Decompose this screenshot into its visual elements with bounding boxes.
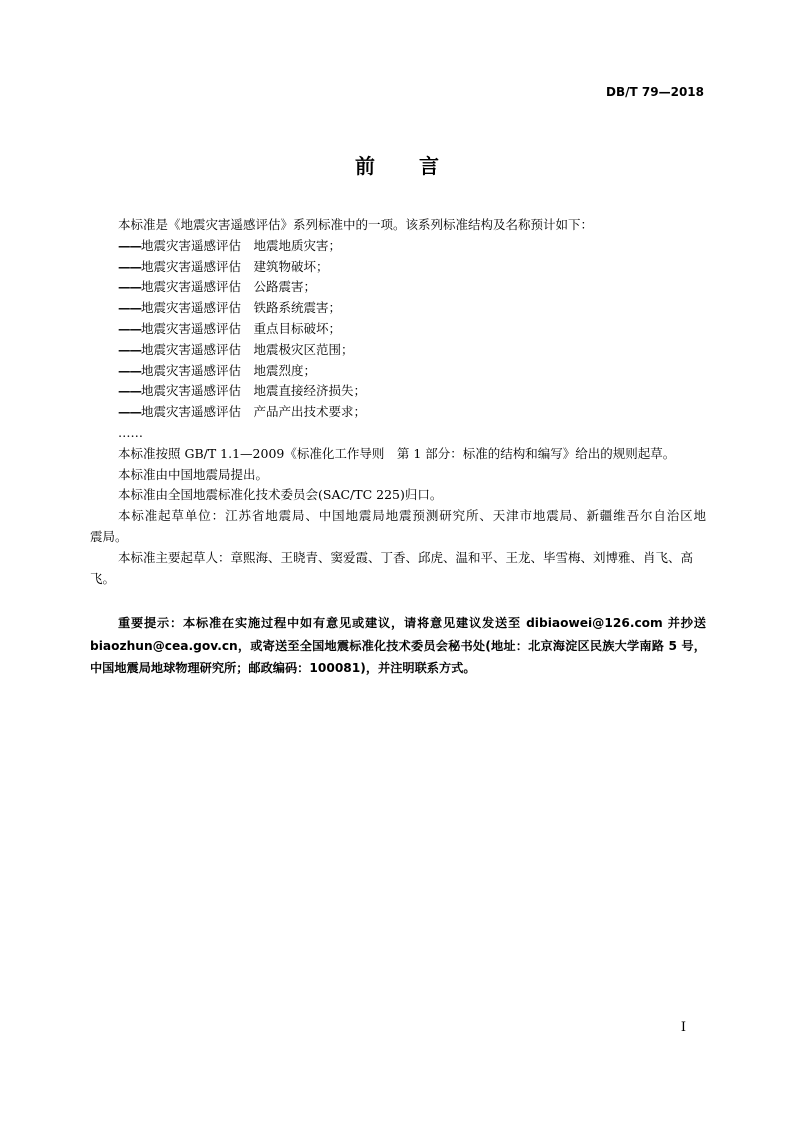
series-name: 地震灾害遥感评估	[141, 258, 242, 274]
page-title: 前言	[355, 154, 483, 178]
series-name: 地震灾害遥感评估	[141, 404, 242, 420]
series-part: 地震烈度；	[253, 362, 317, 378]
list-dash: ——	[118, 237, 141, 253]
series-name: 地震灾害遥感评估	[141, 237, 242, 253]
series-name: 地震灾害遥感评估	[141, 320, 242, 336]
series-list-item	[90, 277, 706, 298]
managed-by: 本标准由全国地震标准化技术委员会(SAC/TC 225)归口。	[118, 487, 443, 503]
page-number: I	[680, 1020, 686, 1035]
series-part: 铁路系统震害；	[253, 300, 342, 316]
series-list-item	[90, 340, 706, 361]
series-list-item	[90, 402, 706, 423]
list-dash: ——	[118, 258, 141, 274]
series-name: 地震灾害遥感评估	[141, 383, 242, 399]
drafting-rule: 本标准按照 GB/T 1.1—2009《标准化工作导则 第 1 部分：标准的结构和编写》给出的规则起草。	[118, 445, 676, 461]
series-part: 产品产出技术要求；	[253, 404, 367, 420]
foreword-body	[90, 215, 706, 589]
series-name: 地震灾害遥感评估	[141, 362, 242, 378]
list-dash: ——	[118, 383, 141, 399]
drafters: 本标准主要起草人：章熙海、王晓青、窦爱霞、丁香、邱虎、温和平、王龙、毕雪梅、刘博雅、肖飞、高飞。	[90, 549, 694, 586]
series-part: 地震极灾区范围；	[253, 341, 354, 357]
series-name: 地震灾害遥感评估	[141, 341, 242, 357]
document-code: DB/T 79—2018	[606, 85, 704, 99]
series-part: 公路震害；	[253, 279, 317, 295]
notice-text: 重要提示：本标准在实施过程中如有意见或建议，请将意见建议发送至 dibiaowei@126.com 并抄送 biaozhun@cea.gov.cn，或寄送至全国地震标准化技术委员会秘书处(地址：北京海淀区民族大学南路 5 号，中国地震局地球物理研究所；邮政编码：100081)，并注明联系方式。	[90, 616, 706, 675]
list-ellipsis: ……	[118, 424, 143, 440]
drafting-units-continued: 震局。	[90, 528, 128, 544]
list-dash: ——	[118, 362, 141, 378]
series-list-item	[90, 257, 706, 278]
list-dash: ——	[118, 341, 141, 357]
series-list-item	[90, 236, 706, 257]
series-list-item	[90, 361, 706, 382]
series-list-item	[90, 381, 706, 402]
drafting-units: 本标准起草单位：江苏省地震局、中国地震局地震预测研究所、天津市地震局、新疆维吾尔自治区地	[118, 508, 706, 524]
proposed-by: 本标准由中国地震局提出。	[118, 466, 269, 482]
list-dash: ——	[118, 320, 141, 336]
series-part: 重点目标破坏；	[253, 320, 342, 336]
list-dash: ——	[118, 279, 141, 295]
series-part: 地震直接经济损失；	[253, 383, 367, 399]
series-name: 地震灾害遥感评估	[141, 300, 242, 316]
series-part: 建筑物破坏；	[253, 258, 329, 274]
important-notice	[90, 612, 706, 680]
list-dash: ——	[118, 404, 141, 420]
series-list-item	[90, 298, 706, 319]
series-part: 地震地质灾害；	[253, 237, 342, 253]
foreword-intro: 本标准是《地震灾害遥感评估》系列标准中的一项。该系列标准结构及名称预计如下：	[118, 217, 594, 232]
list-dash: ——	[118, 300, 141, 316]
series-list-item	[90, 319, 706, 340]
series-name: 地震灾害遥感评估	[141, 279, 242, 295]
